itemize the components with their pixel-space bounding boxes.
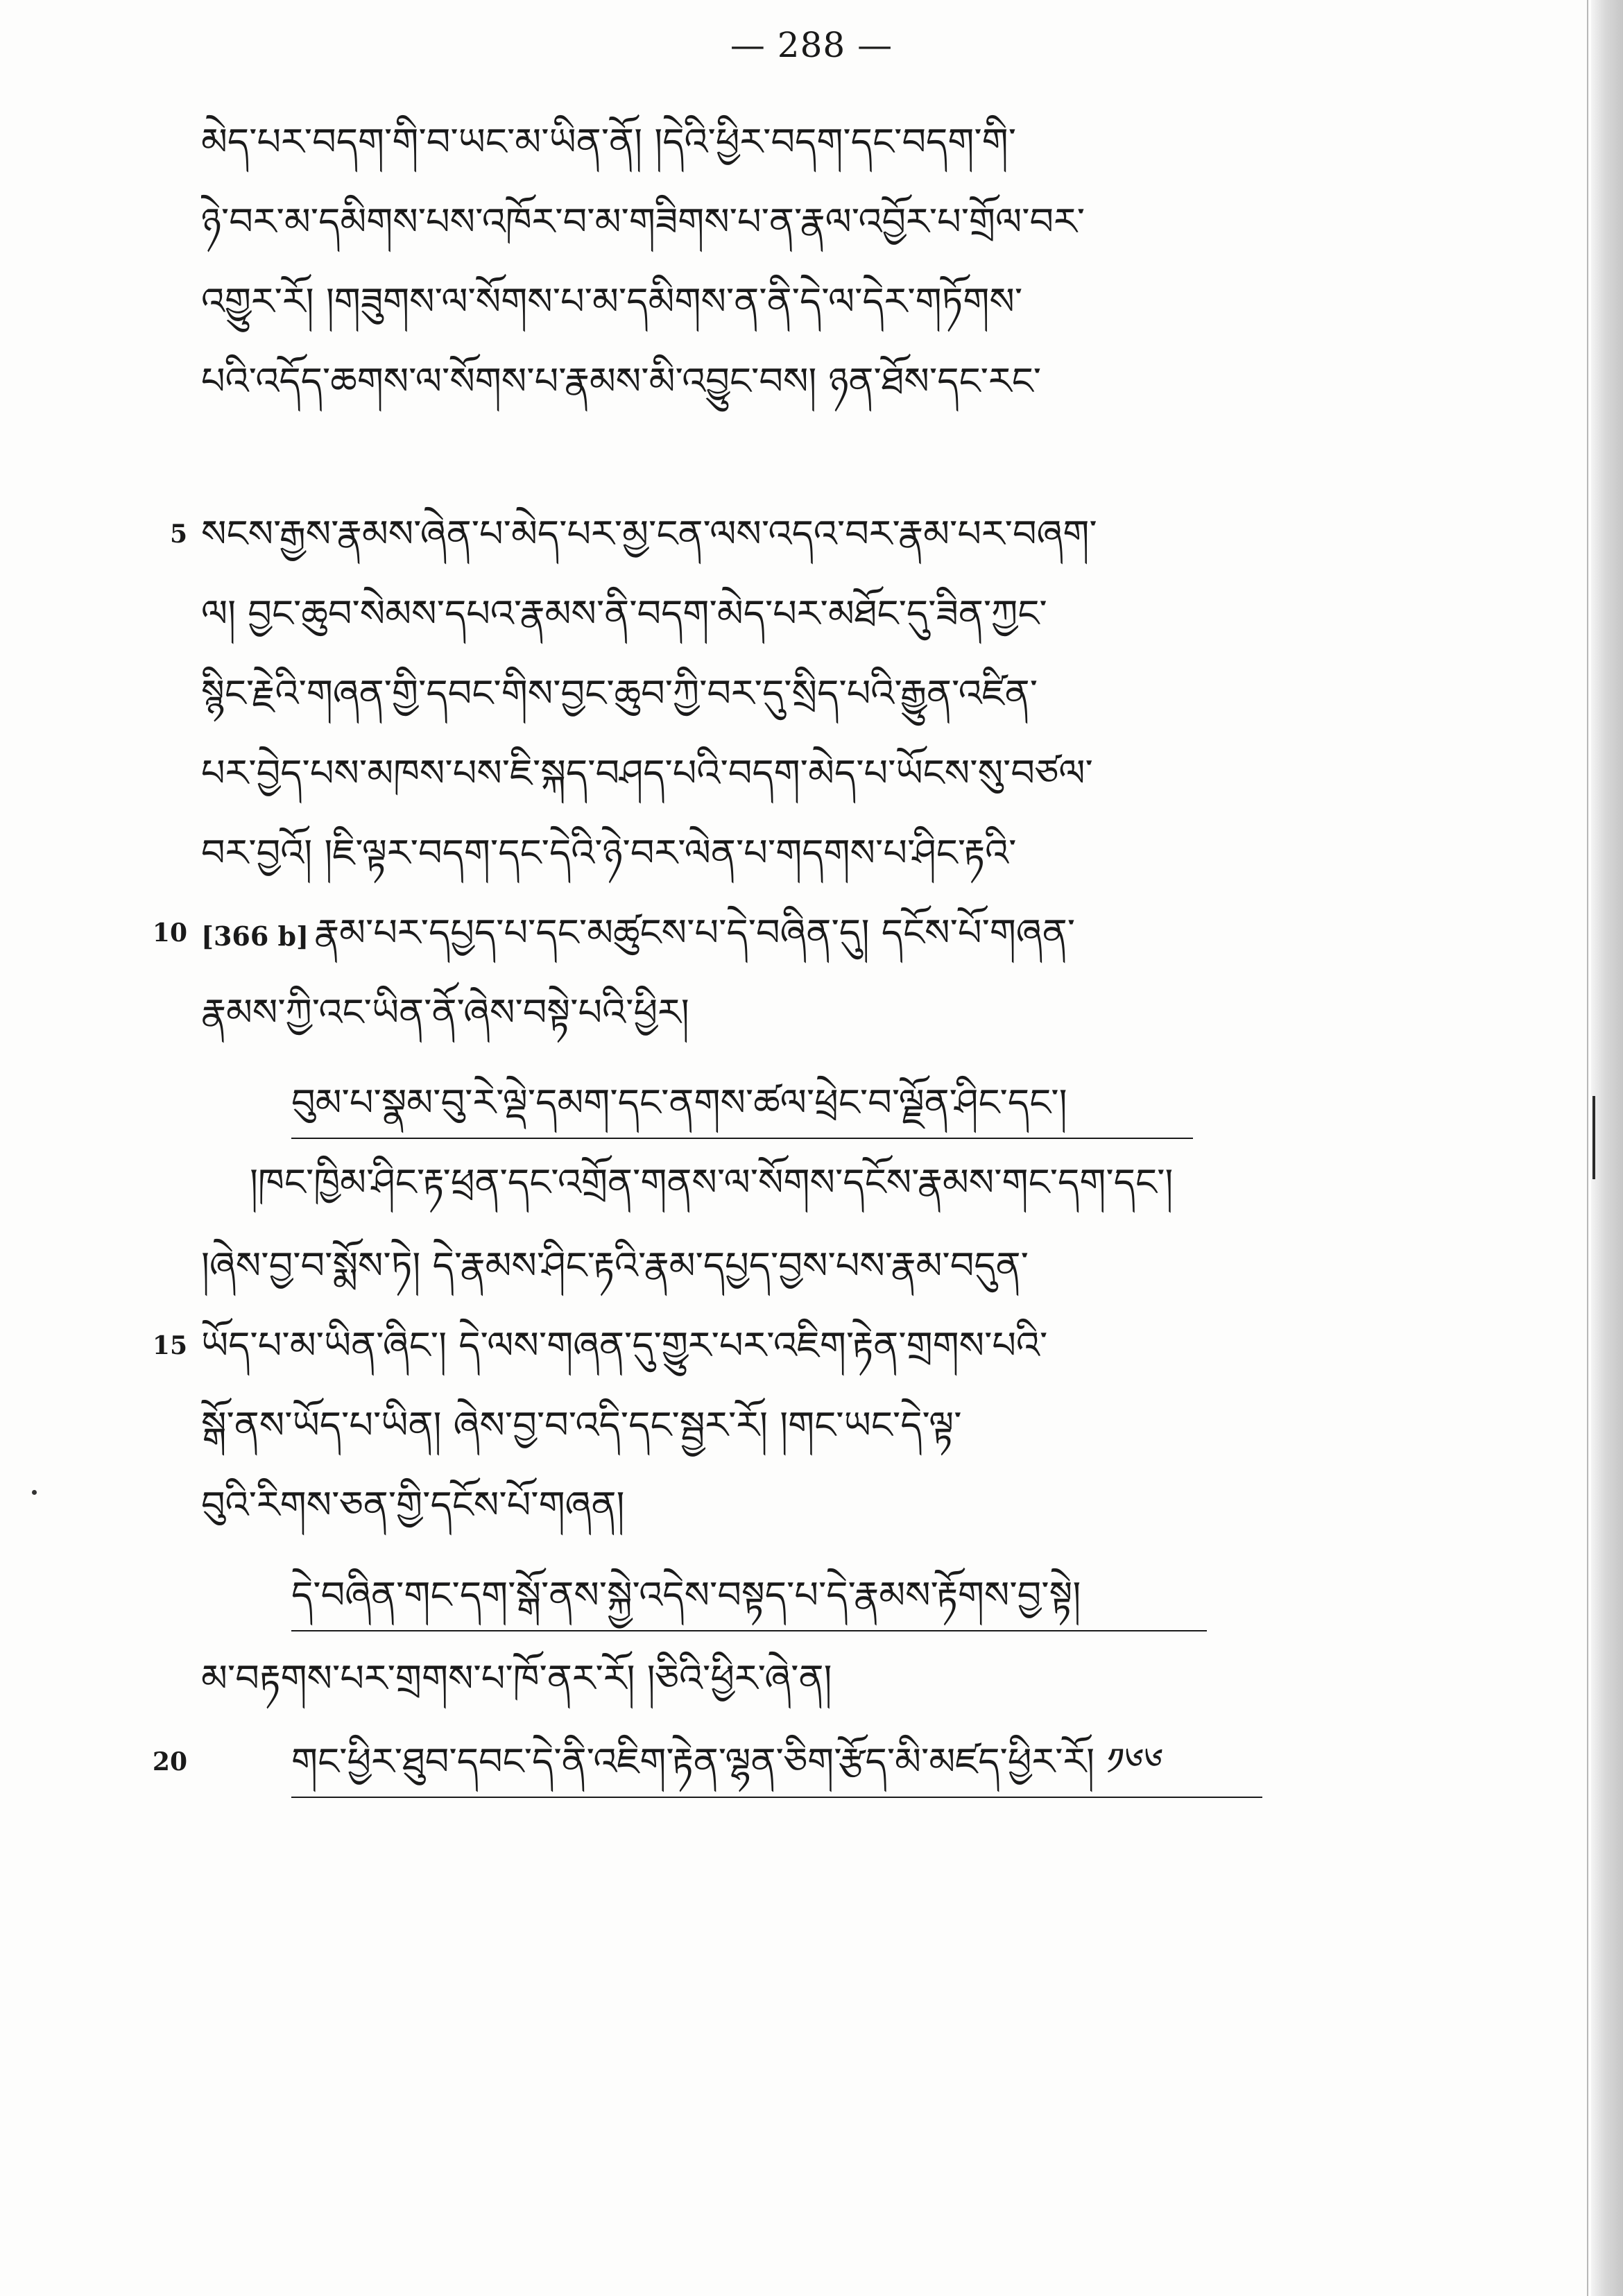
verse-line-2: །ཁང་ཁྱིམ་ཤིང་རྟ་ཕྲན་དང་འགྲོན་གནས་ལ་སོགས་དངོས་རྣམས་གང་དག་དང་། bbox=[250, 1160, 1174, 1204]
verse-underline-3 bbox=[291, 1630, 1207, 1631]
line-number-10: 10 bbox=[152, 918, 187, 948]
text-line-19: མ་བརྟགས་པར་གྲགས་པ་ཁོ་ནར་རོ། །ཅིའི་ཕྱིར་ཞེ་ན། bbox=[201, 1656, 832, 1700]
text-line-3: འགྱུར་རོ། །གཟུགས་ལ་སོགས་པ་མ་དམིགས་ན་ནི་དེ་ལ་དེར་གཏོགས་ bbox=[201, 280, 1023, 323]
line-number-15: 15 bbox=[152, 1331, 187, 1360]
text-line-16: སྒོ་ནས་ཡོད་པ་ཡིན། ཞེས་བྱ་བ་འདི་དང་སྦྱར་རོ། །གང་ཡང་དེ་ལྟ་ bbox=[201, 1403, 962, 1447]
text-line-10-body: རྣམ་པར་དཔྱད་པ་དང་མཚུངས་པ་དེ་བཞིན་དུ། དངོས་པོ་གཞན་ bbox=[314, 911, 1076, 954]
text-line-7: སྙིང་རྗེའི་གཞན་གྱི་དབང་གིས་བྱང་ཆུབ་ཀྱི་བར་དུ་སྲིད་པའི་རྒྱུན་འཛིན་ bbox=[201, 671, 1038, 715]
page-edge-shadow bbox=[1591, 0, 1623, 2296]
text-line-17: བུའི་རིགས་ཅན་གྱི་དངོས་པོ་གཞན། bbox=[201, 1483, 625, 1527]
text-line-15: ཡོད་པ་མ་ཡིན་ཞིང་། དེ་ལས་གཞན་དུ་གྱུར་པར་འཇིག་རྟེན་གྲགས་པའི་ bbox=[201, 1323, 1048, 1367]
text-line-14: །ཞེས་བྱ་བ་སྨོས་ཏེ། དེ་རྣམས་ཤིང་རྟའི་རྣམ་དཔྱད་བྱས་པས་རྣམ་བདུན་ bbox=[201, 1244, 1029, 1287]
folio-mark: [366 b] bbox=[201, 920, 309, 952]
text-line-2: ཉེ་བར་མ་དམིགས་པས་འཁོར་བ་མ་གཟིགས་པ་ན་རྣལ་འབྱོར་པ་གྲོལ་བར་ bbox=[201, 200, 1085, 243]
page-number: — 288 — bbox=[730, 25, 893, 65]
verse-underline-4 bbox=[291, 1797, 1262, 1798]
margin-dot bbox=[32, 1490, 37, 1495]
page-edge-mark bbox=[1592, 1096, 1595, 1179]
line-number-5: 5 bbox=[169, 520, 187, 549]
verse-line-1: བུམ་པ་སྣམ་བུ་རེ་ལྡེ་དམག་དང་ནགས་ཚལ་ཕྲེང་བ་ལྗོན་ཤིང་དང་། bbox=[291, 1081, 1067, 1124]
verse-line-3: དེ་བཞིན་གང་དག་སྒོ་ནས་སྐྱེ་འདེས་བསྟད་པ་དེ་རྣམས་རྟོགས་བྱ་སྟེ། bbox=[291, 1573, 1081, 1617]
text-line-6: ལ། བྱང་ཆུབ་སེམས་དཔའ་རྣམས་ནི་བདག་མེད་པར་མཐོང་དུ་ཟིན་ཀྱང་ bbox=[201, 592, 1047, 635]
text-line-4: པའི་འདོད་ཆགས་ལ་སོགས་པ་རྣམས་མི་འབྱུང་བས། ཉན་ཐོས་དང་རང་ bbox=[201, 359, 1042, 403]
text-line-9: བར་བྱའོ། །ཇི་ལྟར་བདག་དང་དེའི་ཉེ་བར་ལེན་པ་གདགས་པ་ཤིང་རྟའི་ bbox=[201, 831, 1017, 875]
page-edge-rule bbox=[1587, 0, 1588, 2296]
text-line-1: མེད་པར་བདག་གི་བ་ཡང་མ་ཡིན་ནོ། །དེའི་ཕྱིར་བདག་དང་བདག་གི་ bbox=[201, 120, 1017, 164]
verse-line-4: གང་ཕྱིར་ཐུབ་དབང་དེ་ནི་འཇིག་རྟེན་ལྷན་ཅིག་རྩོད་མི་མཛད་ཕྱིར་རོ། ༡༦༦ bbox=[291, 1740, 1164, 1783]
text-line-8: པར་བྱེད་པས་མཁས་པས་ཇི་སྐད་བཤད་པའི་བདག་མེད་པ་ཡོངས་སུ་བཙལ་ bbox=[201, 751, 1093, 795]
text-line-11: རྣམས་ཀྱི་འང་ཡིན་ནོ་ཞེས་བསྟེ་པའི་ཕྱིར། bbox=[201, 991, 689, 1034]
text-line-5: སངས་རྒྱས་རྣམས་ཞེན་པ་མེད་པར་མྱ་ངན་ལས་འདའ་བར་རྣམ་པར་བཞག་ bbox=[201, 512, 1097, 556]
verse-underline-1 bbox=[291, 1138, 1193, 1139]
line-number-20: 20 bbox=[152, 1747, 187, 1776]
text-line-10 bbox=[201, 895, 1422, 971]
